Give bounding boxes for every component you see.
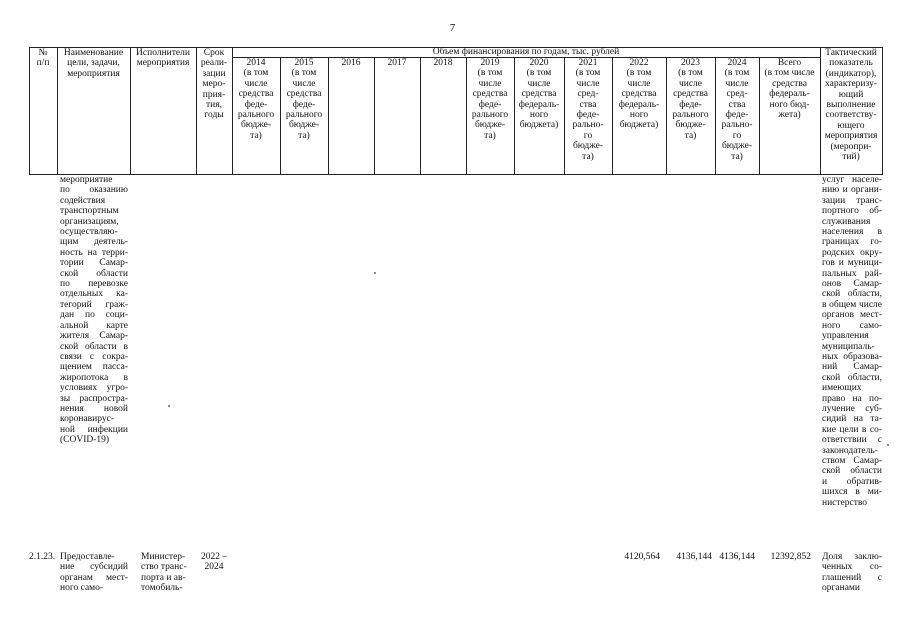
text-line: ного само- [60, 583, 104, 594]
header-bottom-border [29, 174, 882, 175]
text-line: транспортным [60, 206, 119, 217]
text-line: ний Самар- [822, 362, 882, 373]
text-line: законодатель- [822, 445, 878, 456]
text-line: ние субсидий [60, 562, 128, 573]
continued-row-name [60, 175, 128, 446]
header-year-2018: 2018 [433, 58, 453, 68]
text-line: портного об- [822, 206, 882, 217]
text-line: нию и органи- [822, 185, 882, 196]
text-line: жиропотока в [60, 372, 128, 383]
text-line: ченных со- [822, 562, 882, 573]
text-line: Предоставле- [60, 552, 115, 562]
text-line: муниципаль- [822, 341, 875, 352]
text-line: связи с сокра- [60, 351, 128, 362]
header-total: Всего (в том числе средства федераль- ного бюд- жета) [764, 58, 815, 121]
text-line: 2024 [204, 562, 224, 573]
row-term [196, 552, 232, 573]
text-line: органов мест- [822, 310, 882, 321]
text-line: зации транс- [822, 195, 882, 206]
text-line: ской области в [60, 341, 128, 352]
text-line: пальных рай- [822, 268, 882, 279]
text-line: гов и муници- [822, 258, 882, 269]
header-year-2022: 2022 (в том числе средства федераль- ного бюджета) [618, 58, 660, 131]
text-line: нистерство [822, 497, 868, 508]
text-line: органами [822, 583, 861, 594]
text-line: в общем числе [822, 299, 882, 310]
row-number: 2.1.23. [29, 552, 56, 562]
text-line: тории Самар- [60, 258, 128, 269]
text-line: альной карте [60, 320, 128, 331]
text-line: по перевозке [60, 279, 128, 290]
text-line: томобиль- [141, 583, 183, 594]
header-term: Срок реали- зации меро- прия- тия, годы [200, 48, 228, 121]
row-total: 12392,852 [770, 552, 811, 562]
text-line: сидий на та- [822, 414, 882, 425]
scan-speck [887, 444, 889, 446]
text-line: и обратив- [822, 476, 882, 487]
col-border [374, 57, 375, 175]
text-line: Министер- [141, 552, 186, 562]
text-line: право на по- [822, 393, 882, 404]
text-line: ской области [60, 268, 128, 279]
header-year-2023: 2023 (в том числе средства феде- рального бюдже- та) [672, 58, 709, 141]
header-indicator: Тактический показатель (индикатор), характеризу- ющий выполнение соответству- ющего мероприятия (меропри- тий) [824, 48, 878, 163]
text-line: ство транс- [141, 562, 187, 573]
text-line: коронавирус- [60, 414, 115, 425]
text-line: имеющих [822, 383, 862, 394]
row-value-2023: 4136,144 [676, 552, 712, 562]
header-no: № п/п [36, 48, 50, 69]
text-line: кие цели в со- [822, 424, 882, 435]
text-line: ской области, [822, 289, 882, 300]
text-line: лучение суб- [822, 403, 882, 414]
row-executor [141, 552, 193, 594]
text-line: ной инфекции [60, 424, 128, 435]
row-value-2024: 4136,144 [719, 552, 755, 562]
text-line: управления [822, 331, 869, 342]
header-year-2017: 2017 [387, 58, 407, 68]
scan-speck [168, 405, 170, 407]
header-year-2021: 2021 (в том числе сред- ства феде- рально- го бюдже- та) [572, 58, 604, 162]
text-line: органам мест- [60, 572, 128, 583]
page-number: 7 [449, 22, 456, 34]
header-year-2014: 2014 (в том числе средства феде- рального бюдже- та) [237, 58, 275, 141]
header-year-2015: 2015 (в том числе средства феде- рального бюдже- та) [285, 58, 323, 141]
text-line: ного само- [822, 320, 882, 331]
text-line: населения в [822, 227, 882, 238]
text-line: (COVID-19) [60, 435, 110, 446]
col-border [420, 57, 421, 175]
text-line: нения новой [60, 403, 128, 414]
header-name: Наименование цели, задачи, мероприятия [63, 48, 124, 79]
header-year-2016: 2016 [341, 58, 361, 68]
text-line: осуществляю- [60, 227, 118, 238]
text-line: ность на терри- [60, 247, 128, 258]
col-border [328, 57, 329, 175]
text-line: условиях угро- [60, 383, 128, 394]
text-line: служивания [822, 216, 871, 227]
header-funding-title: Объем финансирования по годам, тыс. рублей [432, 47, 620, 57]
text-line: границах го- [822, 237, 882, 248]
header-year-2019: 2019 (в том числе средства феде- рального бюдже- та) [471, 58, 509, 141]
text-line: ством Самар- [822, 455, 882, 466]
header-executors: Исполнители мероприятия [136, 48, 190, 69]
text-line: глашений с [822, 572, 882, 583]
scan-speck [374, 272, 376, 274]
text-line: зы распростра- [60, 393, 128, 404]
text-line: ных образова- [822, 351, 882, 362]
text-line: содействия [60, 195, 106, 206]
text-line: жителя Самар- [60, 331, 128, 342]
text-line: щением пасса- [60, 362, 128, 373]
row-value-2022: 4120,564 [624, 552, 660, 562]
text-line: тегорий граж- [60, 299, 128, 310]
text-line: 2022 – [200, 552, 228, 562]
row-name [60, 552, 128, 594]
text-line: ской области, [822, 372, 882, 383]
text-line: онов Самар- [822, 279, 882, 290]
continued-row-indicator [822, 175, 882, 508]
header-year-2024: 2024 (в том числе сред- ства феде- рально- го бюдже- та) [721, 58, 753, 162]
text-line: организациям, [60, 216, 119, 227]
text-line: ответствии с [822, 435, 882, 446]
text-line: шихся в ми- [822, 487, 882, 498]
text-line: отдельных ка- [60, 289, 128, 300]
text-line: по оказанию [60, 185, 128, 196]
text-line: щим деятель- [60, 237, 128, 248]
text-line: мероприятие [60, 175, 113, 185]
text-line: родских окру- [822, 247, 882, 258]
header-year-2020: 2020 (в том числе средства федераль- ного бюджета) [518, 58, 560, 131]
row-indicator [822, 552, 882, 594]
text-line: услуг населе- [822, 175, 882, 185]
col-border [882, 47, 883, 175]
text-line: порта и ав- [141, 572, 186, 583]
text-line: Доля заклю- [822, 552, 882, 562]
text-line: ской области [822, 466, 882, 477]
text-line: дан по соци- [60, 310, 128, 321]
